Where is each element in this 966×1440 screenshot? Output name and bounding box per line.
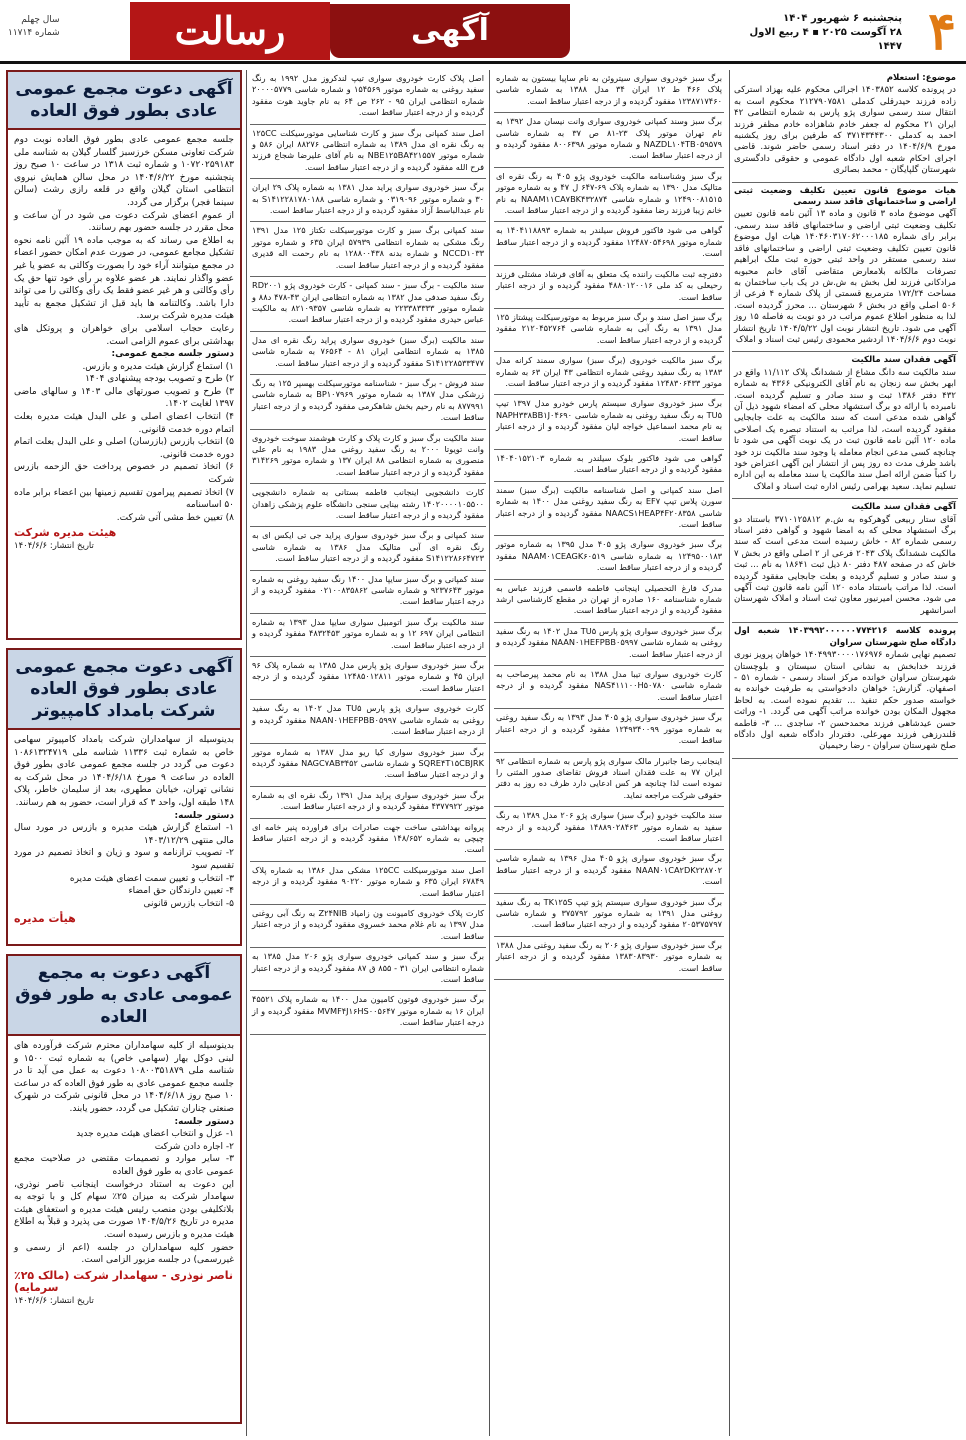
notice-body: مدرک فارغ التحصیلی اینجانب فاطمه قاسمی فرزند عباس به شماره شناسنامه ۱۶۰ صادره از تهران در مقطع کارشناسی ارشد مفقود گردیده و از درجه اعتبار ساقط است. — [496, 582, 722, 616]
box-body — [8, 130, 240, 557]
box-date: تاریخ انتشار: ۱۴۰۴/۶/۶ — [14, 1295, 94, 1306]
notice-body: سند مالکیت خودرو (برگ سبز) سواری پژو ۲۰۶ مدل ۱۳۸۹ به رنگ سفید به شماره موتور ۱۴۸۸۹۰۲۸۴۶۳ مفقود گردیده و از درجه اعتبار ساقط است. — [496, 810, 723, 843]
lost-document-notice — [250, 614, 486, 657]
lost-document-notice — [250, 991, 486, 1034]
notice-title: پرونده کلاسه ۱۴۰۳۹۹۲۰۰۰۰۰۰۷۷۴۲۱۶ شعبه اول دادگاه صلح شهرستان سراوان — [734, 626, 956, 648]
box-paragraph: ۲- اجاره دادن شرکت — [154, 1141, 234, 1152]
notice-body: برگ سبز وشناسنامه مالکیت خودروی پژو ۴۰۵ به رنگ نقره ای متالیک مدل ۱۳۹۰ به شماره پلاک ۶۹-۶۴۷ ل ۴۷ و به شماره موتور ۱۲۴۹۰۰۸۱۵۱۵ و شماره شاسی NAAM۱۱CA۷BK۴۳۲۸۷۴ به نام خانم زیبا فرزند رضا مفقود گردیده و از درجه اعتبار ساقط است. — [496, 170, 723, 216]
lost-document-notice — [250, 527, 486, 570]
legal-notice — [732, 352, 958, 499]
notice-title: آگهی فقدان سند مالکیت — [851, 502, 956, 513]
meeting-notice-box — [6, 648, 242, 946]
lost-document-notice — [494, 536, 724, 579]
lost-document-notice — [494, 395, 724, 450]
lost-document-notice — [250, 571, 486, 614]
notice-body: برگ سبز خودروی سواری پژو ۴۰۵ مدل ۱۳۹۳ به رنگ سفید روغنی به شماره موتور ۱۲۴۹۳۴۰۰۹۹ مفقود گردیده و از درجه اعتبار ساقط است. — [496, 712, 722, 746]
box-paragraph: دستور جلسه مجمع عمومی: — [111, 349, 234, 360]
lost-document-notice — [494, 709, 724, 752]
notice-title: آگهی فقدان سند مالکیت — [851, 355, 956, 366]
date-block — [722, 12, 902, 54]
box-paragraph: ۱- استماع گزارش هیئت مدیره و بازرس در مورد سال مالی منتهی ۱۴۰۳/۱۲/۲۹ — [14, 823, 234, 846]
lost-document-notice — [494, 623, 724, 666]
lost-document-notice — [494, 894, 724, 937]
lost-document-notice — [250, 430, 486, 485]
newspaper-logo: رسالت — [130, 2, 330, 60]
notice-body: سند مالکیت - برگ سبز - سند کمپانی - کارت خودروی پژو RD۲۰۰۱ رنگ سفید صدفی مدل ۱۳۸۲ به شماره انتظامی ایران ۴۳-۴۷۸ د۸۸ و شماره موتور ۲۲۳۳۸۳۳۳۳ به شماره شاسی ۸۲۱۰۹۳۵۷ به مالکیت عباس حیدری مفقود گردیده و از درجه اعتبار ساقط است. — [252, 280, 485, 325]
notice-body: دفترچه ثبت مالکیت راننده یک متعلق به آقای فرشاد مشتلی فرزند رحیعلی به کد ملی ۴۸۸۰۱۲۰۰۱۶ مفقود گردیده و از درجه اعتبار ساقط است. — [496, 268, 722, 302]
box-body — [8, 730, 240, 930]
ads-column-4 — [6, 70, 242, 1436]
date-line-2: ۲۸ آگوست ۲۰۲۵ ▪ ۴ ربیع الاول ۱۴۴۷ — [749, 27, 902, 52]
notice-body: برگ سبز خودروی سواری کیا ریو مدل ۱۳۸۷ به شماره موتور SQRE۴T۱۵CBJRK و شماره شاسی NAGC۷AB۳۴۵۲ مفقود گردیده و از درجه اعتبار ساقط است. — [252, 746, 484, 780]
box-signature: هیأت مدیره — [14, 912, 76, 926]
notice-body: گواهی می شود فاکتور فروش سیلندر به شماره ۱۴۰۴۱۱۸۸۹۳ به شماره موتور ۱۲۴۸۷۰۵۴۶۹۸ مفقود گردیده و از درجه اعتبار ساقط است. — [496, 225, 722, 259]
legal-notice — [732, 499, 958, 623]
notice-body: برگ سبز مالکیت خودروی (برگ سبز) سواری سمند کرانه مدل ۱۳۸۳ به رنگ سفید روغنی شماره انتظامی ۴۳ ایران ۶۳ به شماره موتور ۱۲۴۸۳۰۶۴۳۳ مفقود گردیده و از درجه اعتبار ساقط است. — [496, 355, 722, 388]
notice-body: سند مالکیت برگ سبز و کارت پلاک و کارت هوشمند سوخت خودروی وانت تویوتا ۲۰۰۰ به رنگ سفید روغنی مدل ۱۹۸۳ به نام علی منصوری به شماره انتظامی ۸۸ ایران ۱۳۷ و شماره موتور ۳۱۴۲۶۹ مفقود گردیده و از درجه اعتبار ساقط است. — [252, 432, 484, 477]
box-paragraph: ۱) استماع گزارش هیئت مدیره و بازرس. — [82, 361, 234, 372]
lost-document-notice — [250, 787, 486, 819]
notice-body: سند کمپانی و برگ سبز خودروی سواری پراید جی تی ایکس ای به رنگ نقره ای آبی متالیک مدل ۱۳۸۶ به شماره شاسی S۱۴۱۲۲۸۶۶۴۷۲۳ مفقود گردیده و از درجه اعتبار ساقط است. — [252, 530, 484, 564]
notice-title: موضوع: استعلام — [886, 73, 956, 83]
notice-body: کارت پلاک خودروی کامیونت ون زامیاد Z۲۴NIB به رنگ آبی روغنی مدل ۱۳۹۷ به نام غلام محمد خسروی مفقود گردیده و از درجه اعتبار ساقط است. — [252, 907, 484, 941]
section-title: آگهی — [330, 4, 570, 58]
lost-document-notice — [250, 700, 486, 743]
box-paragraph: بدینوسیله از سهامداران شرکت بامداد کامپیوتر سهامی خاص به شماره ثبت ۱۱۳۳۶ شناسه ملی ۱۰۸۶۱۳۲۴۷۱۹ دعوت می گردد در جلسه مجمع عمومی عادی بطور فوق العاده در ساعت ۹ مورخ ۱۴۰۴/۶/۱۸ در محل شرکت به نشانی تهران، خیابان مطهری، بعد از سلیمان خاطر، پلاک ۱۴۸ طبقه اول، واحد ۳ که قرار است، حضور به هم رسانند. — [14, 735, 235, 808]
notice-body: اصل سند کمپانی و اصل شناسنامه مالکیت (برگ سبز) سمند سورن پلاس تیپ EF۷ به رنگ سفید روغنی مدل ۱۴۰۰ به شماره شاسی NAACS۱HEAP۴F۲۰۸۳۵۸ مفقود گردیده و از درجه اعتبار ساقط است. — [496, 484, 723, 529]
notice-body: سند مالکیت سه دانگ مشاع از ششدانگ پلاک ۱۱/۱۱۲ واقع در ابهر بخش سه زنجان به نام آقای الکترونیکی ۴۳۶۶ به شماره ۴۳۲ دفتر ۱۳۸۶ ثبت و سند صادر و تسلیم گردیده است. نامبرده با ارائه دو برگ استشهاد محلی که امضاء شهود ذیل آن گواهی شده مدعی است که سند مالکیت به علت جابجایی مفقود گردیده است، لذا مراتب به استناد تبصره یک اصلاحی ماده ۱۲۰ آئین نامه قانون ثبت در یک نوبت آگهی می شود تا چنانچه کسی مدعی انجام معامله یا وجود سند مالکیت نزد خود باشد ظرف مدت ده روز پس از انتشار این آگهی اعتراض خود را کتباً ضمن ارائه اصل سند مالکیت یا سند معامله به این اداره تسلیم نماید. سعید بهرامی رئیس اداره ثبت اسناد و املاک — [734, 367, 957, 492]
box-paragraph: ۵- انتخاب بازرس قانونی — [143, 898, 234, 909]
box-paragraph: از عموم اعضای شرکت دعوت می شود در آن ساعت و محل مقرر در جلسه حضور بهم رسانند. — [14, 210, 234, 234]
box-paragraph: ۷) اتخاذ تصمیم پیرامون تقسیم زمینها بین اعضاء برابر ماده ۵۰ اساسنامه — [14, 487, 234, 511]
notice-body: کارت دانشجویی اینجانب فاطمه بستانی به شماره دانشجویی ۱۴۰۲۰۰۰۰۱۰۵۵۰۰ رشته بینایی سنجی دانشگاه علوم پزشکی زاهدان مفقود گردیده و از درجه اعتبار ساقط است. — [252, 487, 484, 520]
notice-body: آقای ستار ربیعی گوهرکوه به ش.م ۳۷۱۰۱۲۵۸۱۲ باستناد دو برگ استشهاد محلی که به امضا شهود و گواهی دفتر اسناد رسمی شماره ۸۲ - خاش رسیده است مدعی است که سند مالکیت ششدانگ پلاک ۲۰۴۳ فرعی از ۲ اصلی واقع در بخش ۷ خاش که در صفحه ۴۸۷ دفتر ۸۰ ذیل ثبت ۱۸۶۴۱ به نام ... ثبت و سند صادر و تسلیم گردیده و بعلت جابجایی مفقود گردیده است. لذا مراتب باستناد ماده ۱۲۰ آئین نامه قانون ثبت آگهی می شود. محسن امیرنیور معاون ثبت اسناد و املاک شهرستان اسرانشهر — [734, 514, 957, 616]
lost-document-notice — [494, 807, 724, 850]
lost-document-notice — [250, 819, 486, 862]
notice-body: گواهی می شود فاکتور بلوک سیلندر به شماره ۱۴۰۴۰۱۵۲۱۰۳ مفقود گردیده و از درجه اعتبار ساقط است. — [496, 452, 722, 475]
lost-document-notice — [250, 948, 486, 991]
meeting-notice-box — [6, 70, 242, 640]
notice-body: اصل سند کمپانی برگ سبز و کارت شناسایی موتورسیکلت ۱۲۵CC به رنگ نقره ای مدل ۱۳۸۹ به شماره انتظامی ۸۸۲۷۶ ایران ۵۸۶ و شماره موتور NBE۱۲۵BA۴۲۱۵۵۷ به نام آقای علیرضا شجاع فرزند فرح الله مفقود گردیده و از درجه اعتبار ساقط است. — [252, 127, 484, 172]
box-title: آگهی دعوت به مجمع عمومی عادی به طور فوق العاده — [8, 956, 240, 1036]
box-signature: ناصر نوذری - سهامدار شرکت (مالک ۲۵٪ سرمایه) — [14, 1268, 234, 1295]
notice-body: اصل پلاک کارت خودروی سواری تیپ لندکروز مدل ۱۹۹۲ به رنگ سفید روغنی به شماره موتور ۱۵۴۵۶۹ و شماره شاسی ۲۰۰۰۰۵۷۷۹ شماره انتظامی ایران ۹۵ - ۲۶۲ ص ۶۴ به نام جاوید هوت مفقود گردیده و از درجه اعتبار ساقط است. — [252, 73, 484, 118]
box-paragraph: این دعوت به استناد درخواست اینجانب ناصر نوذری، سهامدار شرکت به میزان ۲۵٪ سهام کل و با توجه به بلاتکلیفی بودن منصب رئیس هیئت مدیره و استعفای هیئت مدیره در تاریخ ۱۴۰۴/۵/۲۶ صورت می پذیرد و قبلاً به اطلاع هیئت مدیره و بازرس رسیده است. — [14, 1179, 235, 1240]
box-paragraph: ۳- انتخاب و تعیین سمت اعضای هیئت مدیره — [69, 873, 234, 884]
lost-document-notice — [250, 125, 486, 180]
lost-document-notice — [494, 937, 724, 980]
box-paragraph: حضور کلیه سهامداران در جلسه (اعم از رسمی و غیررسمی) در جلسه مزبور الزامی است. — [14, 1242, 234, 1266]
box-paragraph: جلسه مجمع عمومی عادی بطور فوق العاده نوبت دوم شرکت تعاونی مسکن خرزسبز گلسار گیلان به شناسه ملی ۱۰۷۲۰۲۵۹۱۸۳ و شماره ثبت ۱۳۱۸ در ساعت ۱۰ صبح روز پنجشنبه مورخ ۱۴۰۴/۶/۲۲ در محل سالن همایش نیروی انتظامی استان گیلان واقع در قلعه رازی رشت (سالن سینما فجر) برگزار می گردد. — [14, 135, 234, 208]
page-header — [0, 0, 966, 64]
lost-document-notice — [250, 375, 486, 430]
issue-meta — [8, 14, 60, 40]
notice-body: کارت خودروی سواری تیبا مدل ۱۳۸۸ به نام محمد پیرصاحب به شماره شاسی NAS۴۱۱۱۰۰H۵۰۷۸۰ مفقود گردیده و از درجه اعتبار ساقط است. — [496, 669, 723, 702]
notice-body: تصمیم نهایی شماره ۱۴۰۴۹۹۳۰۰۰۰۱۷۶۹۷۶ خواهان پرویز نوری فرزند خدابخش به نشانی استان سیستان و بلوچستان شهرستان سراوان خوانده مرکز اسناد رسمی - شماره ۵۱ - اصفهان. گزارش: خواهان دادخواستی به طرفیت خوانده به خواسته صدور حکم تنفیذ ... تقدیم نموده است. به لحاظ مجهول المکان بودن خوانده مراتب آگهی می گردد. ۱- وراثت حسن عیدشاهی فرزند محمدحسن ۲- ساجدی ... ۳- فاطمه قلندرزهی فرزند مهرعلی. دفتردار دادگاه شعبه اول دادگاه صلح شهرستان سراوان - رضا رحیمیان — [734, 650, 956, 752]
lost-document-notice — [494, 222, 724, 265]
notice-body: برگ سبز وسند کمپانی خودروی سواری وانت نیسان مدل ۱۳۹۲ به نام تهران موتور پلاک ۲۳-۸۱ ص ۳۷ به شماره شاسی NAZDL۱۰۴TB۰۵۹۵۷۹ و شماره موتور ۸۰۰۶۳۹۸ مفقود گردیده و از درجه اعتبار ساقط است. — [496, 116, 722, 161]
box-paragraph: به اطلاع می رساند که به موجب ماده ۱۹ آئین نامه نحوه تشکیل مجامع عمومی، در صورت عدم امکان حضور اعضاء در مجمع میتوانند آراء خود را بصورت وکالتی به عضو یا غیر عضو واگذار نمایند. هر عضو علاوه بر رأی خود تنها حق یک رأی وکالتی و هر غیر عضو فقط یک رأی وکالتی را می تواند دارا باشد. وکالتنامه ها باید قبل از تشکیل مجمع به تأیید هیئت مدیره شرکت برسد. — [14, 235, 234, 322]
lost-document-notice — [250, 744, 486, 787]
notice-body: برگ سبز خودروی سواری پژو ۴۰۵ مدل ۱۳۹۶ به شماره شاسی NAAN۰۱CA۲DK۲۲۸۷۰۲ مفقود گردیده و از درجه اعتبار ساقط است. — [496, 853, 722, 887]
lost-document-notice — [250, 277, 486, 332]
legal-notice — [732, 183, 958, 353]
meeting-notice-box — [6, 954, 242, 1424]
lost-document-notice — [250, 862, 486, 905]
box-paragraph: رعایت حجاب اسلامی برای خواهران و پروتکل های بهداشتی برای عموم الزامی است. — [14, 323, 234, 347]
notice-title: هیات موضوع قانون تعیین تکلیف وضعیت ثبتی اراضی و ساختمانهای فاقد سند رسمی — [734, 185, 956, 208]
notice-body: سند فروش - برگ سبز - شناسنامه موتورسیکلت بهسپر ۱۲۵ به رنگ زرشکی مدل ۱۳۸۷ به شماره موتور BP۱۰۷۹۶۹ به شماره شاسی ۸۷۷۹۹۱ به نام رحیم بخش شاهکرمی مفقود گردیده و از درجه اعتبار ساقط است. — [252, 377, 485, 423]
notice-body: برگ سبز خودروی سواری پژو پارس TU۵ مدل ۱۴۰۲ به رنگ سفید روغنی به شماره شاسی NAAN۰۱HEFPBB۰۵۹۹۷ مفقود گردیده و از درجه اعتبار ساقط است. — [496, 625, 722, 659]
lost-document-notice — [250, 905, 486, 948]
lost-document-notice — [494, 666, 724, 709]
box-paragraph: ۵) انتخاب بازرس (بازرسان) اصلی و علی البدل بعلت اتمام دوره خدمت قانونی. — [14, 437, 234, 460]
box-paragraph: دستور جلسه: — [174, 810, 234, 821]
notice-body: پروانه بهداشتی ساخت جهت صادرات برای فراورده پنیر خامه ای چیچی به شماره ۱۴۸/۶۵۲ مفقود گردیده و از درجه اعتبار ساقط است. — [252, 821, 484, 855]
notice-body: برگ سبز خودروی سواری سیتروئن به نام ساپیا بیستون به شماره پلاک ۴۶۶ ط ۱۲ ایران ۳۴ مدل ۱۳۸۸ به شماره شاسی ۱۲۳۸۷۱۷۴۶۰ مفقود گردیده و از درجه اعتبار ساقط است. — [496, 73, 722, 106]
lost-document-notice — [494, 309, 724, 352]
legal-notice — [732, 623, 958, 758]
issue-year: سال چهلم — [21, 15, 60, 25]
notice-body: برگ سبز و سند کمپانی خودروی سواری پژو ۲۰۶ مدل ۱۳۸۵ به شماره انتظامی ایران ۳۱ - ۸۵۵ ق ۸۷ مفقود گردیده و از درجه اعتبار ساقط است. — [252, 951, 485, 984]
box-paragraph: بدینوسیله از کلیه سهامداران محترم شرکت فرآورده های لبنی دوکل بهار (سهامی خاص) به شماره ثبت ۱۵۰۰ و شناسه ملی ۱۰۸۰۰۳۵۱۸۷۹ دعوت به عمل می آید تا در جلسه مجمع عمومی عادی به طور فوق العاده که در ساعت ۱۰ صبح روز ۱۴۰۴/۶/۱۸ در محل قانونی شرکت در شهرک صنعتی چناران تشکیل می گردد، حضور یابند. — [14, 1041, 234, 1114]
box-paragraph: ۴- تعیین دارندگان حق امضاء — [128, 886, 234, 897]
lost-document-notice — [494, 850, 724, 893]
lost-document-notice — [494, 352, 724, 395]
lost-document-notice — [250, 179, 486, 222]
notice-body: سند کمپانی و برگ سبز سایپا مدل ۱۴۰۰ رنگ سفید روغنی به شماره موتور ۹۲۳۷۶۴۳ و شماره شاسی ۰۲۱۰۰۸۳۵۸۶۲ مفقود گردیده و از درجه اعتبار ساقط است. — [252, 573, 484, 607]
box-paragraph: ۲- تصویب ترازنامه و سود و زیان و اتخاذ تصمیم در مورد تقسیم سود — [14, 848, 234, 871]
lost-document-notice — [250, 70, 486, 125]
box-paragraph: ۸) تعیین خط مشی آتی شرکت. — [116, 512, 234, 523]
box-body — [8, 1036, 240, 1311]
notice-body: در پرونده کلاسه ۱۴۰۳۸۵۲ اجرائی محکوم علیه بهزاد استرکی زاده فرزند حیدرقلی کدملی ۲۱۲۷۹۰۷۵۸۱ محکوم است به انتقال سند رسمی سواری پژو پارس به شماره انتظامی ۴۲ ایران ۲۱ محکوم له جعفر خادم شاهزاده خادم مظفر فرزند احمد به کدملی ۳۷۱۴۳۴۴۳۰۰ که طرفین برای روز یکشنبه مورخ ۱۴۰۴/۶/۹ در دفتر اسناد رسمی حاضر شوند. قاضی اجرای احکام شعبه اول دادگاه عمومی و حقوقی دادگستری شهرستان گلپایگان - محمد بصائری — [734, 85, 957, 176]
notice-body: آگهی موضوع ماده ۳ قانون و ماده ۱۳ آئین نامه قانون تعیین تکلیف وضعیت ثبتی اراضی و ساختمانهای فاقد سند رسمی. برابر رای شماره ۱۴۰۴۶۰۳۱۷۰۶۲۰۰۰۱۸۵ هیات اول موضوع قانون تعیین تکلیف وضعیت ثبتی اراضی و ساختمانهای فاقد سند رسمی مستقر در واحد ثبتی حوزه ثبت ملک ابراهیم تصرفات مالکانه بلامعارض متقاضی آقای خانم محبوبه مرادکانی فرزند لعل بخش به ش.ش در یک باب ساختمان به مساحت ۱۷۲/۲۴ مترمربع قسمتی از پلاک شماره ۴ فرعی از ۵۰۶ اصلی واقع در بخش ۶ شهرستان ... محرز گردیده است. لذا به منظور اطلاع عموم مراتب در دو نوبت به فاصله ۱۵ روز آگهی می شود. تاریخ انتشار نوبت اول ۱۴۰۴/۵/۲۲ تاریخ انتشار نوبت دوم ۱۴۰۴/۶/۶ اردشیر محمودی رئیس ثبت اسناد و املاک — [734, 209, 957, 345]
box-paragraph: ۲) طرح و تصویب بودجه پیشنهادی ۱۴۰۴ — [85, 374, 234, 385]
notice-body: برگ سبز خودروی سواری پراید مدل ۱۳۹۱ رنگ نقره ای به شماره موتور ۴۳۷۷۹۲۲ مفقود گردیده و از درجه اعتبار ساقط است. — [252, 789, 484, 812]
box-paragraph: ۴) انتخاب اعضای اصلی و علی البدل هیئت مدیره بعلت اتمام دوره خدمت قانونی. — [14, 412, 234, 435]
lost-document-notice — [494, 168, 724, 223]
notice-body: برگ سبز خودروی سواری سیستم پژو تیپ TK۱۲۵S به رنگ سفید روغنی مدل ۱۳۹۱ به شماره موتور ۳۷۵۷۹۲ و شماره شاسی ۲۰۵۳۷۵۷۹۷ مفقود گردیده و از درجه اعتبار ساقط است. — [496, 896, 722, 930]
legal-notice — [732, 70, 958, 183]
box-paragraph: ۶) اتخاذ تصمیم در خصوص پرداخت حق الزحمه بازرس شرکت — [14, 462, 234, 486]
notice-body: سند کمپانی برگ سبز و کارت موتورسیکلت تکتاز ۱۲۵ مدل ۱۳۹۱ رنگ مشکی به شماره انتظامی ۵۷۹۳۹ ایران ۶۳۵ و شماره موتور NCCD۱۰۳۳ و شماره بدنه ۱۲۸۸۰۰۴۳۸ به نام رحمت اله قدیری مفقود گردیده و از درجه اعتبار ساقط است. — [252, 225, 485, 270]
notice-body: کارت خودروی سواری پژو پارس TU۵ مدل ۱۴۰۲ به رنگ سفید روغنی به شماره شاسی NAAN۰۱HEFPBB۰۵۹۹۷ مفقود گردیده و از درجه اعتبار ساقط است. — [252, 703, 485, 737]
box-paragraph: ۳) طرح و تصویب صورتهای مالی ۱۴۰۳ و سالهای ماضی ۱۳۹۷ لغایت ۱۴۰۲. — [14, 386, 234, 410]
notice-body: برگ سبز اصل سند و برگ سبز مربوط به موتورسیکلت پیشتاز ۱۲۵ مدل ۱۳۹۱ به رنگ آبی به شماره شاسی ۲۱۲۰۴۵۲۷۶۴ مفقود گردیده و از درجه اعتبار ساقط است. — [496, 311, 722, 345]
box-title: آگهی دعوت مجمع عمومی عادی بطور فوق العاده شرکت بامداد کامپیوتر — [8, 650, 240, 730]
box-paragraph: دستور جلسه: — [174, 1116, 234, 1127]
lost-document-notice — [494, 113, 724, 168]
lost-document-notice — [250, 657, 486, 700]
lost-document-notice — [494, 753, 724, 808]
lost-document-notice — [494, 450, 724, 482]
box-paragraph: ۱- عزل و انتخاب اعضای هیئت مدیره جدید — [76, 1129, 234, 1140]
lost-document-notice — [494, 482, 724, 537]
box-date: تاریخ انتشار: ۱۴۰۴/۶/۶ — [14, 541, 94, 551]
notice-body: سند مالکیت برگ سبز اتومبیل سواری سایپا مدل ۱۳۹۳ به شماره انتظامی ایران ۶۹۷ ۱۲ و به شماره موتور ۴۸۳۲۴۵۳ مفقود گردیده و از درجه اعتبار ساقط است. — [252, 616, 485, 650]
lost-document-notice — [250, 484, 486, 527]
lost-document-notice — [250, 332, 486, 375]
notice-body: اصل سند موتورسیکلت ۱۲۵CC مشکی مدل ۱۳۸۶ به شماره پلاک ۶۷۸۴۹ ایران ۶۳۵ و شماره موتور ۹۰۲۲۰ مفقود گردیده و از درجه اعتبار ساقط است. — [252, 864, 484, 898]
notice-body: برگ سبز خودروی سواری پژو پارس مدل ۱۳۸۵ به شماره پلاک ۹۶ ایران ۴۵ و شماره موتور ۱۲۴۸۵۰۱۲۸۱۱ مفقود گردیده و از درجه اعتبار ساقط است. — [252, 660, 485, 693]
notice-body: برگ سبز خودروی سواری پژو ۴۰۵ مدل ۱۳۹۵ به شماره موتور ۱۲۴۹۵۰۰۱۸۳ به شماره شاسی NAAM۰۱CEAGK۶۰۵۱۹ مفقود گردیده و از درجه اعتبار ساقط است. — [496, 539, 723, 573]
date-line-1: پنجشنبه ۶ شهریور ۱۴۰۴ — [783, 13, 902, 24]
box-paragraph: ۳- سایر موارد و تصمیمات مقتضی در صلاحیت مجمع عمومی عادی به طور فوق العاده — [14, 1154, 234, 1177]
notice-body: اینجانب رضا جانبرار مالک سواری پژو پارس به شماره انتظامی ۹۲ ایران ۷۷ به علت فقدان اسناد فروش تقاضای صدور المثنی را نموده است لذا چنانچه هر کس ادعایی دارد ظرف ده روز به دفتر حقوقی شرکت مراجعه نماید. — [496, 755, 723, 800]
box-signature: هیئت مدیره شرکت — [14, 526, 117, 540]
box-title: آگهی دعوت مجمع عمومی عادی بطور فوق العاده — [8, 72, 240, 130]
notice-body: سند مالکیت (برگ سبز) خودروی سواری پراید رنگ نقره ای مدل ۱۳۸۵ به شماره انتظامی ایران ۸۱ - ۷۶۵۶۴ به شماره شاسی S۱۴۱۲۲۸۵۳۳۴۷۷ مفقود گردیده و از درجه اعتبار ساقط است. — [252, 334, 484, 368]
ads-columns — [0, 70, 966, 1440]
lost-document-notice — [494, 266, 724, 309]
notice-body: برگ سبز خودروی سواری سیستم پارس خودرو مدل ۱۳۹۷ تیپ TU۵ به رنگ سفید روغنی به شماره شاسی NAPH۳۳۸BB۱J۰۴۶۹۰ به نام محمد اسماعیل خواجه لیان مفقود گردیده و از درجه اعتبار ساقط است. — [496, 398, 722, 443]
ads-column-1 — [732, 70, 958, 1436]
lost-document-notice — [494, 70, 724, 113]
lost-document-notice — [250, 222, 486, 277]
page-number: ۴ — [928, 1, 956, 62]
notice-body: برگ سبز خودروی سواری پژو ۲۰۶ به رنگ سفید روغنی مدل ۱۳۸۸ به شماره موتور ۱۳۸۳۰۸۳۹۳۰ مفقود گردیده و از درجه اعتبار ساقط است. — [496, 939, 722, 973]
notice-body: برگ سبز خودروی سواری پراید مدل ۱۳۸۱ به شماره پلاک ۲۹ ایران ۳۰ و شماره موتور ۰۳۱۹۰۹۶ و شماره شاسی S۱۴۱۲۲۸۱۷۸۰۱۸۸ به نام عبدالباسط آزاد مفقود گردیده و از درجه اعتبار ساقط است. — [252, 182, 484, 216]
lost-document-notice — [494, 580, 724, 623]
ads-column-2 — [494, 70, 724, 1436]
issue-number: شماره ۱۱۷۱۴ — [8, 28, 60, 38]
notice-body: برگ سبز خودروی فوتون کامیون مدل ۱۴۰۰ به شماره پلاک ۴۵۵۲۱ ایران ۱۶ به شماره موتور MVMF۴J۱۶HS۰۰۵۶۴۷ مفقود گردیده و از درجه اعتبار ساقط است. — [252, 994, 484, 1028]
ads-column-3 — [250, 70, 486, 1436]
